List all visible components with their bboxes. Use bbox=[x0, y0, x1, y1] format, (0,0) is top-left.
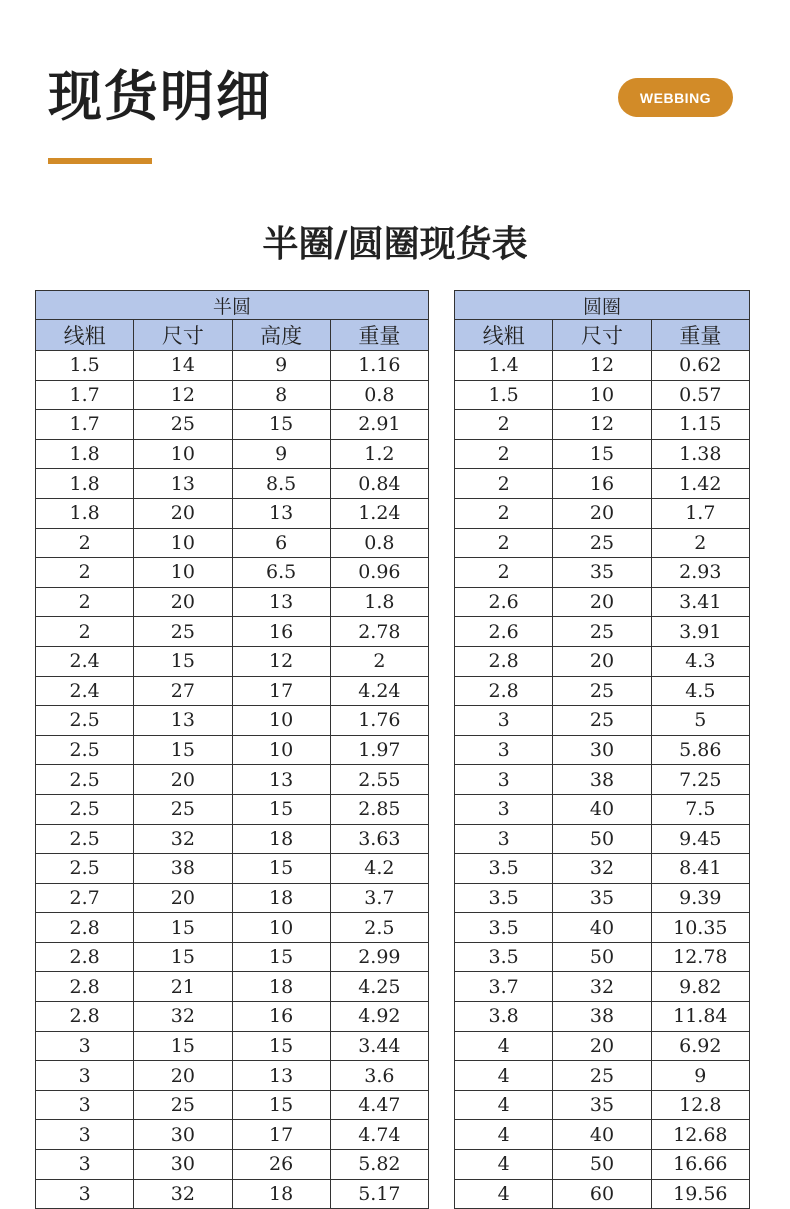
table-cell: 2.55 bbox=[330, 765, 428, 795]
table-cell: 13 bbox=[232, 1061, 330, 1091]
table-row bbox=[455, 498, 750, 528]
table-cell: 15 bbox=[232, 1090, 330, 1120]
table-cell: 9.45 bbox=[651, 824, 749, 854]
table-cell: 20 bbox=[134, 1061, 232, 1091]
table-row bbox=[455, 1002, 750, 1032]
table-cell: 38 bbox=[553, 765, 651, 795]
table-cell: 30 bbox=[134, 1120, 232, 1150]
table-cell: 15 bbox=[134, 646, 232, 676]
table-cell: 2.8 bbox=[36, 972, 134, 1002]
table-cell: 2.93 bbox=[651, 558, 749, 588]
table-cell: 4 bbox=[455, 1120, 553, 1150]
table-row bbox=[455, 1061, 750, 1091]
table-cell: 38 bbox=[134, 854, 232, 884]
column-header: 尺寸 bbox=[134, 320, 232, 351]
table-cell: 20 bbox=[553, 498, 651, 528]
table-cell: 1.5 bbox=[455, 380, 553, 410]
half-ring-table bbox=[35, 290, 429, 1209]
table-cell: 50 bbox=[553, 824, 651, 854]
table-cell: 38 bbox=[553, 1002, 651, 1032]
table-cell: 6.92 bbox=[651, 1031, 749, 1061]
table-cell: 10 bbox=[232, 706, 330, 736]
table-cell: 10 bbox=[553, 380, 651, 410]
table-cell: 3 bbox=[36, 1061, 134, 1091]
table-row bbox=[36, 942, 429, 972]
table-cell: 18 bbox=[232, 972, 330, 1002]
column-header: 线粗 bbox=[36, 320, 134, 351]
table-cell: 2 bbox=[36, 587, 134, 617]
table-cell: 1.4 bbox=[455, 351, 553, 381]
table-cell: 3 bbox=[36, 1031, 134, 1061]
table-row bbox=[36, 1061, 429, 1091]
table-cell: 15 bbox=[232, 410, 330, 440]
table-cell: 16 bbox=[232, 617, 330, 647]
table-cell: 4.2 bbox=[330, 854, 428, 884]
table-cell: 2 bbox=[455, 469, 553, 499]
table-cell: 4 bbox=[455, 1031, 553, 1061]
table-cell: 19.56 bbox=[651, 1179, 749, 1209]
ring-group-header: 圆圈 bbox=[455, 291, 750, 320]
table-cell: 18 bbox=[232, 824, 330, 854]
table-cell: 2 bbox=[36, 617, 134, 647]
table-cell: 20 bbox=[134, 587, 232, 617]
page-title: 现货明细 bbox=[48, 65, 272, 128]
table-cell: 0.57 bbox=[651, 380, 749, 410]
table-cell: 32 bbox=[134, 1179, 232, 1209]
table-cell: 26 bbox=[232, 1150, 330, 1180]
table-cell: 1.7 bbox=[36, 380, 134, 410]
table-cell: 13 bbox=[134, 469, 232, 499]
table-cell: 32 bbox=[553, 854, 651, 884]
table-cell: 25 bbox=[134, 1090, 232, 1120]
table-cell: 9 bbox=[232, 439, 330, 469]
table-cell: 3.7 bbox=[455, 972, 553, 1002]
table-cell: 11.84 bbox=[651, 1002, 749, 1032]
table-row bbox=[36, 706, 429, 736]
table-row bbox=[36, 439, 429, 469]
table-row bbox=[455, 706, 750, 736]
table-cell: 2.8 bbox=[36, 913, 134, 943]
table-cell: 4.25 bbox=[330, 972, 428, 1002]
table-row bbox=[455, 380, 750, 410]
table-cell: 5 bbox=[651, 706, 749, 736]
table-cell: 2 bbox=[455, 410, 553, 440]
table-cell: 2.99 bbox=[330, 942, 428, 972]
table-cell: 4 bbox=[455, 1061, 553, 1091]
table-cell: 1.42 bbox=[651, 469, 749, 499]
table-cell: 2.6 bbox=[455, 587, 553, 617]
table-cell: 10 bbox=[232, 735, 330, 765]
table-cell: 0.96 bbox=[330, 558, 428, 588]
table-cell: 12 bbox=[553, 410, 651, 440]
table-cell: 1.97 bbox=[330, 735, 428, 765]
table-cell: 17 bbox=[232, 676, 330, 706]
table-cell: 6 bbox=[232, 528, 330, 558]
table-cell: 10 bbox=[134, 558, 232, 588]
ring-table bbox=[454, 290, 750, 1209]
table-cell: 0.8 bbox=[330, 528, 428, 558]
table-cell: 20 bbox=[553, 587, 651, 617]
table-cell: 3.5 bbox=[455, 883, 553, 913]
table-row bbox=[36, 498, 429, 528]
table-cell: 20 bbox=[553, 646, 651, 676]
table-cell: 12 bbox=[232, 646, 330, 676]
table-row bbox=[455, 824, 750, 854]
table-row bbox=[36, 765, 429, 795]
table-cell: 10.35 bbox=[651, 913, 749, 943]
table-row bbox=[455, 351, 750, 381]
table-cell: 16 bbox=[232, 1002, 330, 1032]
table-cell: 4.47 bbox=[330, 1090, 428, 1120]
table-cell: 1.76 bbox=[330, 706, 428, 736]
table-row bbox=[455, 794, 750, 824]
table-row bbox=[36, 794, 429, 824]
table-cell: 3.5 bbox=[455, 913, 553, 943]
table-row bbox=[455, 646, 750, 676]
table-cell: 2.5 bbox=[36, 765, 134, 795]
table-row bbox=[455, 1031, 750, 1061]
table-cell: 17 bbox=[232, 1120, 330, 1150]
column-header: 线粗 bbox=[455, 320, 553, 351]
table-row bbox=[36, 380, 429, 410]
table-row bbox=[455, 617, 750, 647]
table-row bbox=[36, 854, 429, 884]
table-cell: 18 bbox=[232, 883, 330, 913]
table-row bbox=[455, 469, 750, 499]
table-row bbox=[455, 1090, 750, 1120]
table-cell: 8 bbox=[232, 380, 330, 410]
table-row bbox=[36, 913, 429, 943]
table-cell: 40 bbox=[553, 1120, 651, 1150]
table-cell: 2.85 bbox=[330, 794, 428, 824]
table-cell: 1.5 bbox=[36, 351, 134, 381]
table-cell: 1.8 bbox=[36, 439, 134, 469]
table-row bbox=[36, 1150, 429, 1180]
table-cell: 1.8 bbox=[36, 469, 134, 499]
table-cell: 3.44 bbox=[330, 1031, 428, 1061]
table-row bbox=[36, 1179, 429, 1209]
table-cell: 3.5 bbox=[455, 854, 553, 884]
table-row bbox=[455, 1120, 750, 1150]
table-row bbox=[36, 528, 429, 558]
table-cell: 15 bbox=[232, 1031, 330, 1061]
table-row bbox=[455, 528, 750, 558]
table-row bbox=[36, 469, 429, 499]
table-cell: 12.78 bbox=[651, 942, 749, 972]
table-cell: 2.8 bbox=[36, 942, 134, 972]
table-cell: 9.39 bbox=[651, 883, 749, 913]
table-row bbox=[455, 883, 750, 913]
table-row bbox=[36, 1031, 429, 1061]
table-cell: 4.3 bbox=[651, 646, 749, 676]
table-cell: 2 bbox=[651, 528, 749, 558]
table-cell: 4.5 bbox=[651, 676, 749, 706]
table-cell: 20 bbox=[134, 883, 232, 913]
table-cell: 0.8 bbox=[330, 380, 428, 410]
table-cell: 0.84 bbox=[330, 469, 428, 499]
table-cell: 2.5 bbox=[36, 706, 134, 736]
table-cell: 3 bbox=[36, 1179, 134, 1209]
table-cell: 12.68 bbox=[651, 1120, 749, 1150]
table-row bbox=[455, 410, 750, 440]
table-cell: 1.15 bbox=[651, 410, 749, 440]
table-cell: 2.8 bbox=[455, 646, 553, 676]
table-cell: 10 bbox=[134, 528, 232, 558]
table-row bbox=[455, 587, 750, 617]
table-cell: 3 bbox=[36, 1120, 134, 1150]
table-cell: 1.38 bbox=[651, 439, 749, 469]
table-cell: 25 bbox=[134, 794, 232, 824]
title-underline bbox=[48, 158, 152, 164]
table-cell: 27 bbox=[134, 676, 232, 706]
table-row bbox=[455, 735, 750, 765]
table-cell: 25 bbox=[134, 410, 232, 440]
table-cell: 2.4 bbox=[36, 646, 134, 676]
table-cell: 5.86 bbox=[651, 735, 749, 765]
table-cell: 25 bbox=[553, 706, 651, 736]
table-row bbox=[36, 1002, 429, 1032]
table-row bbox=[455, 913, 750, 943]
table-cell: 12.8 bbox=[651, 1090, 749, 1120]
table-cell: 2.78 bbox=[330, 617, 428, 647]
table-cell: 40 bbox=[553, 913, 651, 943]
table-cell: 12 bbox=[553, 351, 651, 381]
table-cell: 3 bbox=[455, 794, 553, 824]
table-cell: 7.5 bbox=[651, 794, 749, 824]
table-cell: 1.7 bbox=[651, 498, 749, 528]
table-row bbox=[36, 558, 429, 588]
table-cell: 2.5 bbox=[36, 735, 134, 765]
table-cell: 50 bbox=[553, 1150, 651, 1180]
table-row bbox=[36, 972, 429, 1002]
table-cell: 3.63 bbox=[330, 824, 428, 854]
table-cell: 25 bbox=[553, 528, 651, 558]
table-cell: 2 bbox=[455, 528, 553, 558]
table-cell: 9 bbox=[232, 351, 330, 381]
table-cell: 3 bbox=[455, 735, 553, 765]
table-cell: 2.5 bbox=[330, 913, 428, 943]
table-cell: 15 bbox=[553, 439, 651, 469]
table-cell: 15 bbox=[134, 913, 232, 943]
table-cell: 15 bbox=[232, 854, 330, 884]
table-cell: 2.5 bbox=[36, 854, 134, 884]
table-cell: 50 bbox=[553, 942, 651, 972]
column-header: 重量 bbox=[330, 320, 428, 351]
table-cell: 3 bbox=[36, 1150, 134, 1180]
table-row bbox=[455, 765, 750, 795]
table-row bbox=[36, 676, 429, 706]
table-cell: 5.17 bbox=[330, 1179, 428, 1209]
table-row bbox=[36, 735, 429, 765]
table-cell: 5.82 bbox=[330, 1150, 428, 1180]
table-cell: 32 bbox=[553, 972, 651, 1002]
table-cell: 25 bbox=[553, 676, 651, 706]
table-cell: 16 bbox=[553, 469, 651, 499]
table-cell: 13 bbox=[232, 765, 330, 795]
table-cell: 25 bbox=[553, 1061, 651, 1091]
table-cell: 32 bbox=[134, 824, 232, 854]
table-cell: 3 bbox=[455, 824, 553, 854]
table-cell: 3.7 bbox=[330, 883, 428, 913]
table-cell: 20 bbox=[134, 765, 232, 795]
table-cell: 15 bbox=[134, 942, 232, 972]
table-cell: 1.7 bbox=[36, 410, 134, 440]
table-cell: 15 bbox=[134, 735, 232, 765]
table-cell: 13 bbox=[134, 706, 232, 736]
table-row bbox=[36, 1090, 429, 1120]
table-cell: 2.5 bbox=[36, 824, 134, 854]
table-cell: 3 bbox=[455, 706, 553, 736]
table-cell: 2 bbox=[330, 646, 428, 676]
table-row bbox=[36, 1120, 429, 1150]
table-cell: 32 bbox=[134, 1002, 232, 1032]
table-row bbox=[36, 883, 429, 913]
table-cell: 2.8 bbox=[36, 1002, 134, 1032]
table-row bbox=[455, 1179, 750, 1209]
table-cell: 25 bbox=[553, 617, 651, 647]
table-cell: 3 bbox=[36, 1090, 134, 1120]
table-cell: 40 bbox=[553, 794, 651, 824]
table-row bbox=[455, 676, 750, 706]
table-row bbox=[455, 1150, 750, 1180]
table-row bbox=[455, 972, 750, 1002]
table-cell: 15 bbox=[232, 942, 330, 972]
table-row bbox=[455, 854, 750, 884]
table-row bbox=[36, 351, 429, 381]
table-cell: 20 bbox=[134, 498, 232, 528]
table-cell: 1.24 bbox=[330, 498, 428, 528]
table-cell: 7.25 bbox=[651, 765, 749, 795]
section-title: 半圈/圆圈现货表 bbox=[262, 224, 528, 265]
table-cell: 20 bbox=[553, 1031, 651, 1061]
table-cell: 35 bbox=[553, 1090, 651, 1120]
column-header: 尺寸 bbox=[553, 320, 651, 351]
table-row bbox=[455, 942, 750, 972]
table-cell: 35 bbox=[553, 883, 651, 913]
table-cell: 4 bbox=[455, 1090, 553, 1120]
table-row bbox=[455, 439, 750, 469]
column-header: 重量 bbox=[651, 320, 749, 351]
table-cell: 2.91 bbox=[330, 410, 428, 440]
table-cell: 2.6 bbox=[455, 617, 553, 647]
table-cell: 8.5 bbox=[232, 469, 330, 499]
table-cell: 2.8 bbox=[455, 676, 553, 706]
table-cell: 10 bbox=[134, 439, 232, 469]
table-cell: 3.6 bbox=[330, 1061, 428, 1091]
table-cell: 0.62 bbox=[651, 351, 749, 381]
table-cell: 2 bbox=[455, 439, 553, 469]
table-cell: 1.16 bbox=[330, 351, 428, 381]
table-cell: 2 bbox=[455, 558, 553, 588]
table-row bbox=[36, 587, 429, 617]
table-cell: 10 bbox=[232, 913, 330, 943]
table-cell: 14 bbox=[134, 351, 232, 381]
table-cell: 13 bbox=[232, 498, 330, 528]
table-cell: 2 bbox=[455, 498, 553, 528]
table-cell: 15 bbox=[232, 794, 330, 824]
table-row bbox=[36, 824, 429, 854]
table-row bbox=[36, 410, 429, 440]
table-cell: 21 bbox=[134, 972, 232, 1002]
table-cell: 16.66 bbox=[651, 1150, 749, 1180]
table-cell: 2.5 bbox=[36, 794, 134, 824]
table-cell: 30 bbox=[134, 1150, 232, 1180]
table-row bbox=[36, 646, 429, 676]
table-cell: 12 bbox=[134, 380, 232, 410]
table-cell: 13 bbox=[232, 587, 330, 617]
table-cell: 2.4 bbox=[36, 676, 134, 706]
table-cell: 18 bbox=[232, 1179, 330, 1209]
table-cell: 4 bbox=[455, 1150, 553, 1180]
table-cell: 2.7 bbox=[36, 883, 134, 913]
table-cell: 4.24 bbox=[330, 676, 428, 706]
table-cell: 3 bbox=[455, 765, 553, 795]
table-cell: 9.82 bbox=[651, 972, 749, 1002]
table-cell: 60 bbox=[553, 1179, 651, 1209]
table-cell: 8.41 bbox=[651, 854, 749, 884]
table-cell: 2 bbox=[36, 558, 134, 588]
column-header: 高度 bbox=[232, 320, 330, 351]
table-cell: 30 bbox=[553, 735, 651, 765]
table-cell: 4.74 bbox=[330, 1120, 428, 1150]
table-cell: 4.92 bbox=[330, 1002, 428, 1032]
webbing-tag: WEBBING bbox=[618, 78, 733, 117]
table-cell: 4 bbox=[455, 1179, 553, 1209]
table-cell: 25 bbox=[134, 617, 232, 647]
table-cell: 1.8 bbox=[330, 587, 428, 617]
table-cell: 1.8 bbox=[36, 498, 134, 528]
table-row bbox=[455, 558, 750, 588]
half-ring-group-header: 半圆 bbox=[36, 291, 429, 320]
table-row bbox=[36, 617, 429, 647]
table-cell: 35 bbox=[553, 558, 651, 588]
table-cell: 3.91 bbox=[651, 617, 749, 647]
table-cell: 2 bbox=[36, 528, 134, 558]
table-cell: 15 bbox=[134, 1031, 232, 1061]
table-cell: 9 bbox=[651, 1061, 749, 1091]
table-cell: 3.8 bbox=[455, 1002, 553, 1032]
table-cell: 1.2 bbox=[330, 439, 428, 469]
table-cell: 3.41 bbox=[651, 587, 749, 617]
table-cell: 3.5 bbox=[455, 942, 553, 972]
table-cell: 6.5 bbox=[232, 558, 330, 588]
